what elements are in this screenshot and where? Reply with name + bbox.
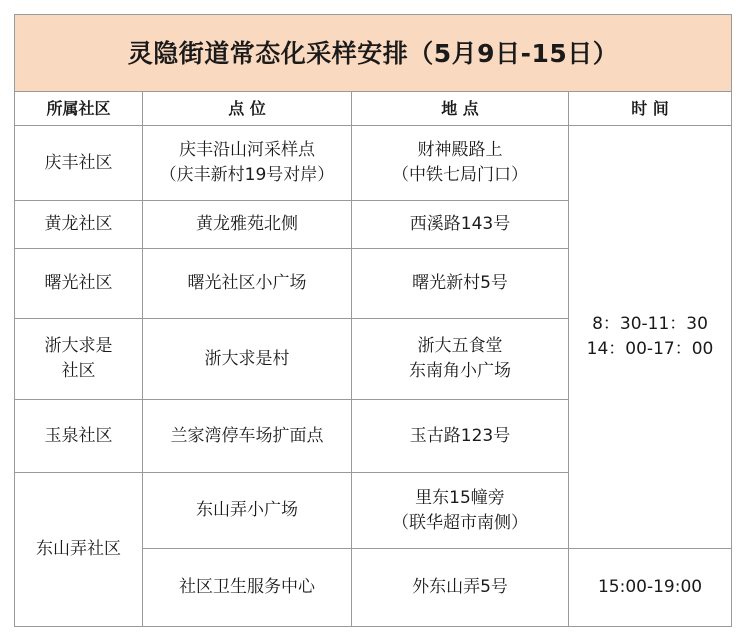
table-title: 灵隐街道常态化采样安排（5月9日-15日）: [15, 15, 732, 92]
community-cell: [15, 319, 143, 400]
address-text: 浙大五食堂: [417, 336, 503, 356]
site-name: 社区卫生服务中心: [179, 577, 315, 597]
title-row: [15, 15, 732, 92]
time-afternoon: 14：00-17：00: [586, 339, 714, 359]
community-cell: [15, 126, 143, 201]
community-name: 庆丰社区: [44, 152, 113, 173]
address-cell: [352, 400, 569, 473]
header-address: 地 点: [352, 92, 569, 126]
header-time: 时 间: [569, 92, 732, 126]
site-cell: [143, 126, 352, 201]
time-cell-main: [569, 126, 732, 549]
address-text: 外东山弄5号: [412, 577, 508, 597]
address-cell: [352, 126, 569, 201]
address-cell: [352, 249, 569, 319]
address-cell: [352, 473, 569, 549]
site-cell: [143, 249, 352, 319]
community-name: 东山弄社区: [36, 539, 121, 559]
address-text: 西溪路143号: [409, 214, 511, 234]
time-cell-last: [569, 549, 732, 627]
address-cell: [352, 319, 569, 400]
schedule-sheet: [14, 14, 731, 626]
site-name: 黄龙雅苑北侧: [196, 214, 298, 234]
time-morning: 8：30-11：30: [592, 314, 708, 334]
header-community: 所属社区: [15, 92, 143, 126]
community-name: 玉泉社区: [44, 425, 113, 446]
address-text: 里东15幢旁: [415, 487, 505, 508]
header-site: 点 位: [143, 92, 352, 126]
address-text: 曙光新村5号: [412, 273, 508, 293]
site-cell: [143, 319, 352, 400]
site-name: 兰家湾停车场扩面点: [170, 425, 324, 446]
community-cell: [15, 473, 143, 627]
site-name: 浙大求是村: [204, 348, 290, 369]
address-note: （联华超市南侧）: [392, 512, 528, 533]
site-cell: [143, 201, 352, 249]
address-note: 东南角小广场: [409, 361, 511, 381]
community-cell: [15, 201, 143, 249]
community-name: 浙大求是: [44, 336, 113, 356]
community-cell: [15, 249, 143, 319]
community-name: 曙光社区: [44, 273, 113, 293]
site-cell: [143, 473, 352, 549]
site-cell: [143, 549, 352, 627]
community-name: 黄龙社区: [44, 214, 113, 234]
address-text: 财神殿路上: [417, 140, 503, 160]
address-cell: [352, 201, 569, 249]
time-evening: 15:00-19:00: [597, 577, 703, 597]
table-row: [15, 126, 732, 201]
community-cell: [15, 400, 143, 473]
site-note: （庆丰新村19号对岸）: [159, 165, 335, 185]
sampling-schedule-table: [14, 14, 732, 627]
community-name-cont: 社区: [61, 361, 96, 381]
site-name: 庆丰沿山河采样点: [179, 140, 315, 160]
site-cell: [143, 400, 352, 473]
address-note: （中铁七局门口）: [392, 165, 528, 185]
header-row: [15, 92, 732, 126]
address-text: 玉古路123号: [409, 425, 511, 446]
site-name: 东山弄小广场: [196, 500, 298, 520]
site-name: 曙光社区小广场: [187, 273, 307, 293]
address-cell: [352, 549, 569, 627]
